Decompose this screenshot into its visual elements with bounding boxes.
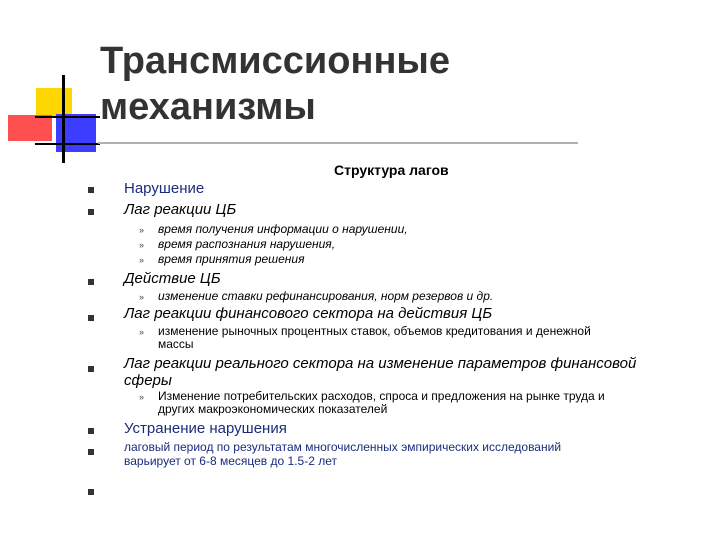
bullet-square-icon bbox=[88, 187, 94, 193]
slide-title bbox=[100, 38, 450, 130]
decor-red-square bbox=[8, 115, 52, 141]
list-item: Лаг реакции ЦБ bbox=[124, 201, 237, 218]
list-item bbox=[124, 355, 684, 389]
bullet-square-icon bbox=[88, 489, 94, 495]
list-item: Действие ЦБ bbox=[124, 270, 221, 287]
bullet-square-icon bbox=[88, 209, 94, 215]
decor-horizontal-line bbox=[35, 116, 100, 118]
list-item-line: варьирует от 6-8 месяцев до 1.5-2 лет bbox=[124, 454, 337, 468]
bullet-arrow-icon: » bbox=[139, 225, 145, 235]
sub-list-item-line: Изменение потребительских расходов, спроса и предложения на рынке труда и bbox=[158, 389, 605, 403]
list-item: Устранение нарушения bbox=[124, 420, 287, 437]
decor-vertical-line bbox=[62, 75, 65, 163]
slide-subtitle: Структура лагов bbox=[334, 162, 449, 178]
list-item: Лаг реакции финансового сектора на действия ЦБ bbox=[124, 305, 493, 322]
bullet-square-icon bbox=[88, 449, 94, 455]
bullet-square-icon bbox=[88, 428, 94, 434]
bullet-arrow-icon: » bbox=[139, 255, 145, 265]
sub-list-item: время получения информации о нарушении, bbox=[158, 222, 408, 236]
title-underline bbox=[98, 142, 578, 144]
bullet-square-icon bbox=[88, 315, 94, 321]
bullet-arrow-icon: » bbox=[139, 292, 145, 302]
list-item-line: лаговый период по результатам многочисленных эмпирических исследований bbox=[124, 440, 562, 454]
sub-list-item: время распознания нарушения, bbox=[158, 237, 336, 251]
bullet-arrow-icon: » bbox=[139, 240, 145, 250]
sub-list-item bbox=[158, 325, 678, 351]
sub-list-item-line: изменение рыночных процентных ставок, объемов кредитования и денежной bbox=[158, 324, 591, 338]
sub-list-item: время принятия решения bbox=[158, 252, 305, 266]
list-item: Нарушение bbox=[124, 180, 205, 197]
bullet-square-icon bbox=[88, 279, 94, 285]
list-item-line: Лаг реакции реального сектора на изменение параметров финансовой bbox=[124, 355, 637, 372]
sub-list-item-line: других макроэкономических показателей bbox=[158, 402, 388, 416]
sub-list-item-line: массы bbox=[158, 337, 194, 351]
title-line: механизмы bbox=[100, 86, 316, 128]
list-item-line: сферы bbox=[124, 372, 172, 389]
sub-list-item bbox=[158, 390, 678, 416]
title-line: Трансмиссионные bbox=[100, 40, 450, 82]
decor-horizontal-line bbox=[35, 143, 100, 145]
bullet-arrow-icon: » bbox=[139, 327, 145, 337]
bullet-square-icon bbox=[88, 366, 94, 372]
bullet-arrow-icon: » bbox=[139, 392, 145, 402]
decor-yellow-square bbox=[36, 88, 72, 116]
list-item bbox=[124, 440, 684, 468]
sub-list-item: изменение ставки рефинансирования, норм резервов и др. bbox=[158, 289, 494, 303]
